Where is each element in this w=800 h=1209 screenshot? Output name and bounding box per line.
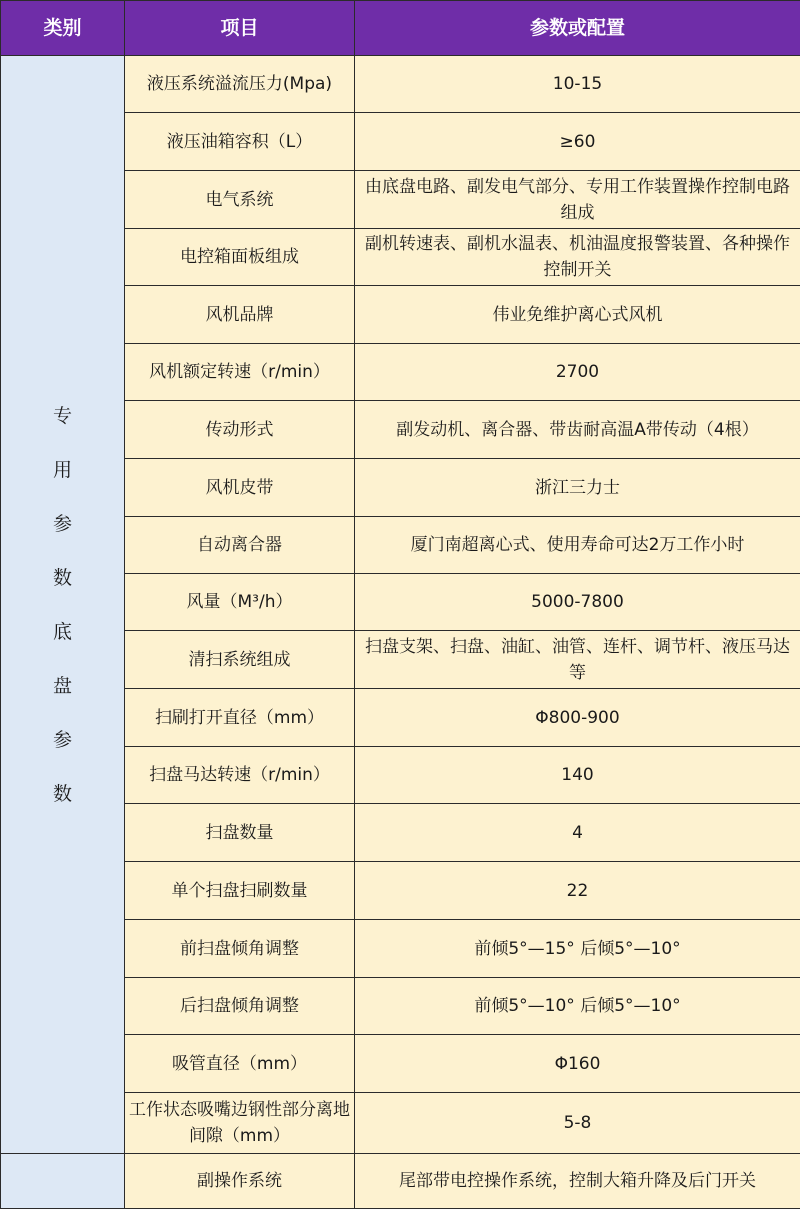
item-cell: 风机品牌 bbox=[125, 286, 355, 344]
item-cell: 电气系统 bbox=[125, 171, 355, 229]
value-cell: 副发动机、离合器、带齿耐高温A带传动（4根） bbox=[355, 401, 800, 459]
header-category: 类别 bbox=[1, 1, 125, 56]
value-cell: 5000-7800 bbox=[355, 574, 800, 631]
item-cell: 液压系统溢流压力(Mpa) bbox=[125, 56, 355, 113]
header-item: 项目 bbox=[125, 1, 355, 56]
value-cell: 扫盘支架、扫盘、油缸、油管、连杆、调节杆、液压马达等 bbox=[355, 631, 800, 689]
table-row-last bbox=[1, 1154, 800, 1209]
item-cell: 扫盘数量 bbox=[125, 804, 355, 862]
category-char: 底 bbox=[3, 605, 122, 659]
value-cell: ≥60 bbox=[355, 113, 800, 171]
item-cell: 液压油箱容积（L） bbox=[125, 113, 355, 171]
value-cell: 22 bbox=[355, 862, 800, 920]
category-label bbox=[3, 389, 122, 821]
value-cell: Φ160 bbox=[355, 1035, 800, 1093]
header-value: 参数或配置 bbox=[355, 1, 800, 56]
value-cell: 副机转速表、副机水温表、机油温度报警装置、各种操作控制开关 bbox=[355, 229, 800, 286]
item-cell: 扫刷打开直径（mm） bbox=[125, 689, 355, 747]
category-char: 用 bbox=[3, 443, 122, 497]
table-row bbox=[1, 56, 800, 113]
value-cell: 伟业免维护离心式风机 bbox=[355, 286, 800, 344]
item-cell: 传动形式 bbox=[125, 401, 355, 459]
category-char: 数 bbox=[3, 767, 122, 821]
item-cell: 清扫系统组成 bbox=[125, 631, 355, 689]
item-cell: 风机皮带 bbox=[125, 459, 355, 517]
value-cell: 10-15 bbox=[355, 56, 800, 113]
item-cell: 扫盘马达转速（r/min） bbox=[125, 747, 355, 804]
value-cell: 前倾5°—15° 后倾5°—10° bbox=[355, 920, 800, 978]
category-char: 专 bbox=[3, 389, 122, 443]
header-row bbox=[1, 1, 800, 56]
category-cell-last bbox=[1, 1154, 125, 1209]
item-cell: 单个扫盘扫刷数量 bbox=[125, 862, 355, 920]
item-cell: 后扫盘倾角调整 bbox=[125, 978, 355, 1035]
item-cell: 风机额定转速（r/min） bbox=[125, 344, 355, 401]
category-char: 参 bbox=[3, 713, 122, 767]
category-char: 盘 bbox=[3, 659, 122, 713]
item-cell: 风量（M³/h） bbox=[125, 574, 355, 631]
value-cell: 2700 bbox=[355, 344, 800, 401]
category-char: 数 bbox=[3, 551, 122, 605]
category-cell bbox=[1, 56, 125, 1154]
value-cell: 由底盘电路、副发电气部分、专用工作装置操作控制电路组成 bbox=[355, 171, 800, 229]
item-cell: 电控箱面板组成 bbox=[125, 229, 355, 286]
value-cell: Φ800-900 bbox=[355, 689, 800, 747]
item-cell: 副操作系统 bbox=[125, 1154, 355, 1209]
value-cell: 前倾5°—10° 后倾5°—10° bbox=[355, 978, 800, 1035]
value-cell: 尾部带电控操作系统，控制大箱升降及后门开关 bbox=[355, 1154, 800, 1209]
item-cell: 自动离合器 bbox=[125, 517, 355, 574]
value-cell: 厦门南超离心式、使用寿命可达2万工作小时 bbox=[355, 517, 800, 574]
value-cell: 140 bbox=[355, 747, 800, 804]
category-char: 参 bbox=[3, 497, 122, 551]
value-cell: 5-8 bbox=[355, 1093, 800, 1154]
item-cell: 吸管直径（mm） bbox=[125, 1035, 355, 1093]
item-cell: 前扫盘倾角调整 bbox=[125, 920, 355, 978]
value-cell: 4 bbox=[355, 804, 800, 862]
item-cell: 工作状态吸嘴边钢性部分离地间隙（mm） bbox=[125, 1093, 355, 1154]
value-cell: 浙江三力士 bbox=[355, 459, 800, 517]
